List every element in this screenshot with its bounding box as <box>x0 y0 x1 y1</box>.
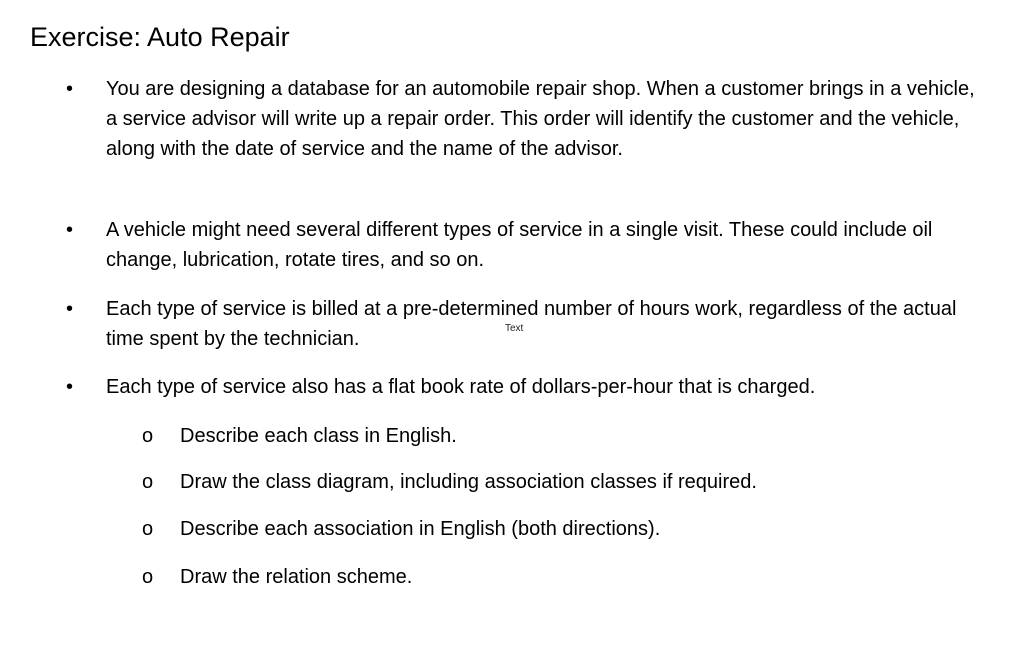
hollow-bullet-icon: o <box>142 425 154 447</box>
sub-bullet-text: Draw the relation scheme. <box>180 566 413 588</box>
sub-bullet-text: Draw the class diagram, including association classes if required. <box>180 471 757 493</box>
sub-bullet-item <box>142 562 992 594</box>
bullet-item <box>66 215 986 277</box>
sub-bullet-text: Describe each association in English (both directions). <box>180 518 661 540</box>
hollow-bullet-icon: o <box>142 566 154 588</box>
bullet-dot-icon: • <box>66 78 74 100</box>
bullet-dot-icon: • <box>66 298 74 320</box>
sub-bullet-item <box>142 467 992 499</box>
bullet-item <box>66 294 986 356</box>
bullet-text: Each type of service also has a flat book rate of dollars-per-hour that is charged. <box>106 376 816 398</box>
bullet-item <box>66 372 986 404</box>
bullet-item <box>66 74 986 196</box>
sub-bullet-item <box>142 514 992 546</box>
bullet-text: A vehicle might need several different types of service in a single visit. These could include oil change, lubrication, rotate tires, and so on. <box>106 219 933 271</box>
bullet-dot-icon: • <box>66 219 74 241</box>
sub-bullet-item <box>142 421 992 453</box>
sub-bullet-text: Describe each class in English. <box>180 425 457 447</box>
bullet-text: Each type of service is billed at a pre-determined number of hours work, regardless of the actual time spent by the technician. <box>106 298 957 350</box>
hollow-bullet-icon: o <box>142 471 154 493</box>
bullet-text: You are designing a database for an automobile repair shop. When a customer brings in a vehicle, a service advisor will write up a repair order. This order will identify the customer and the vehicle, along with the date of service and the name of the advisor. <box>106 78 975 160</box>
document-title: Exercise: Auto Repair <box>30 22 290 52</box>
hollow-bullet-icon: o <box>142 518 154 540</box>
text-cursor-label: Text <box>505 323 524 334</box>
bullet-dot-icon: • <box>66 376 74 398</box>
